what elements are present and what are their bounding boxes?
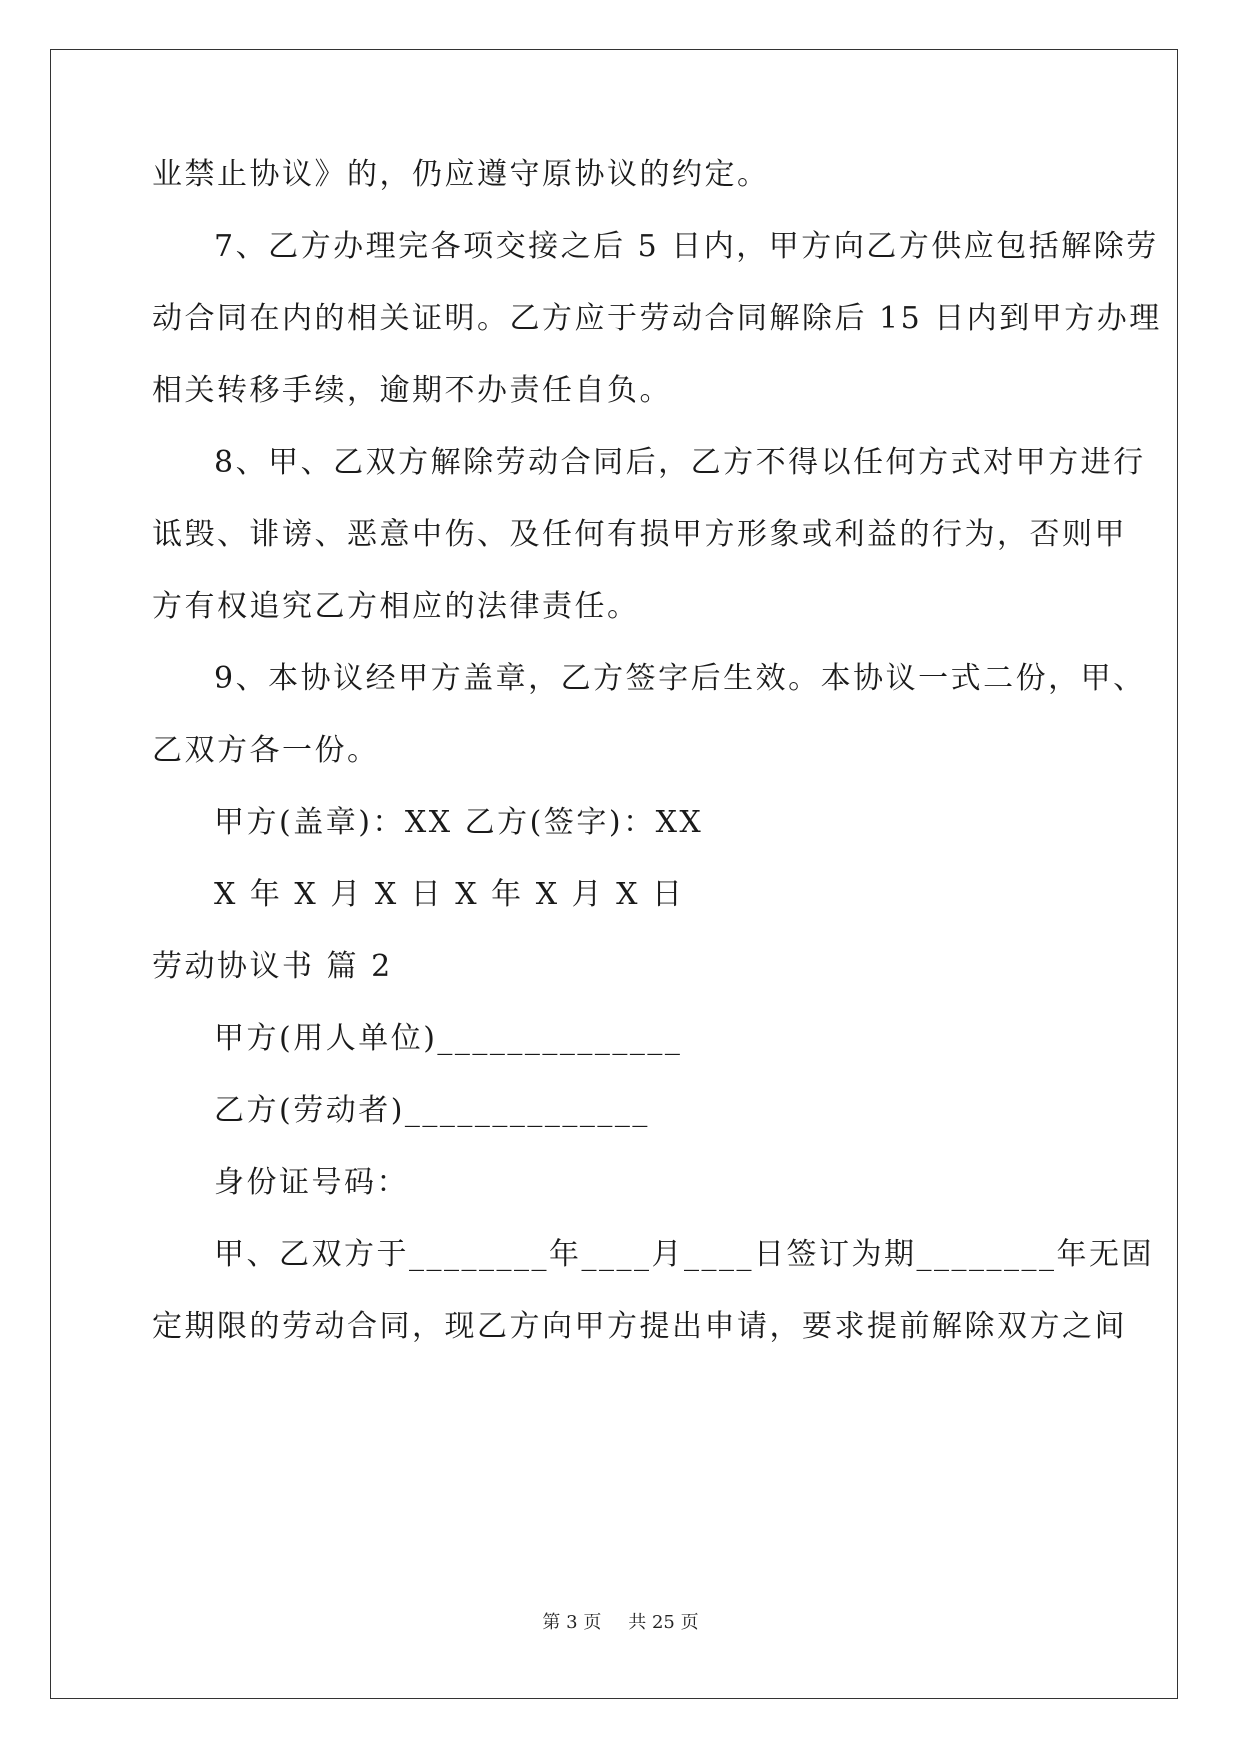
party-b-line: 乙方(劳动者)______________ (214, 1093, 650, 1128)
text-line: 7、乙方办理完各项交接之后 5 日内，甲方向乙方供应包括解除劳 (214, 229, 1159, 264)
page-number: 第 3 页 (542, 1612, 602, 1633)
text-line: 业禁止协议》的，仍应遵守原协议的约定。 (152, 157, 770, 192)
text-line: 诋毁、诽谤、恶意中伤、及任何有损甲方形象或利益的行为，否则甲 (152, 517, 1127, 552)
section-heading: 劳动协议书 篇 2 (152, 949, 393, 984)
page-footer (0, 1612, 1241, 1634)
page-frame (50, 49, 1178, 1699)
text-line: 9、本协议经甲方盖章，乙方签字后生效。本协议一式二份，甲、 (214, 661, 1146, 696)
text-line: 乙双方各一份。 (152, 733, 380, 768)
date-line: X 年 X 月 X 日 X 年 X 月 X 日 (214, 877, 685, 912)
text-line: 相关转移手续，逾期不办责任自负。 (152, 373, 672, 408)
text-line: 8、甲、乙双方解除劳动合同后，乙方不得以任何方式对甲方进行 (214, 445, 1146, 480)
signature-line: 甲方(盖章)：XX 乙方(签字)：XX (214, 805, 704, 840)
text-line: 定期限的劳动合同，现乙方向甲方提出申请，要求提前解除双方之间 (152, 1309, 1127, 1344)
text-line: 动合同在内的相关证明。乙方应于劳动合同解除后 15 日内到甲方办理 (152, 301, 1162, 336)
text-line: 方有权追究乙方相应的法律责任。 (152, 589, 640, 624)
party-a-line: 甲方(用人单位)______________ (214, 1021, 683, 1056)
text-line: 甲、乙双方于________年____月____日签订为期________年无固 (214, 1237, 1154, 1272)
id-number-line: 身份证号码： (214, 1165, 409, 1200)
page-total: 共 25 页 (628, 1612, 699, 1633)
